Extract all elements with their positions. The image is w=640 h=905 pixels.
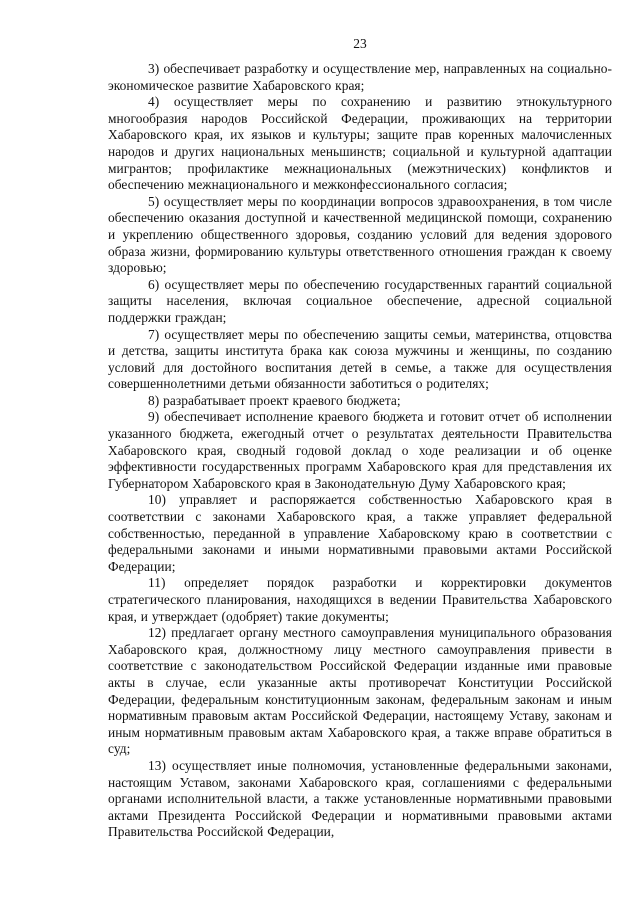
item-text: обеспечивает исполнение краевого бюджета и готовит отчет об исполнении указанного бюджета, ежегодный отчет о результатах деятельности Правительства Хабаровского края, сводный годовой доклад о ходе реализации и об оценке эффективности государственных программ Хабаровского края для представления их Губернатором Хабаровского края в Законодательную Думу Хабаровского края; [108,409,612,491]
item-number: 13) [148,757,166,773]
item-text: управляет и распоряжается собственностью Хабаровского края в соответствии с законами Хабаровского края, а также управляет федеральной собственностью, переданной в управление Хабаровскому краю в соответствии с федеральными законами и иными нормативными правовыми актами Российской Федерации; [108,492,612,574]
item-text: осуществляет меры по координации вопросов здравоохранения, в том числе обеспечению оказания доступной и качественной медицинской помощи, сохранению и укреплению общественного здоровья, созданию условий для ведения здорового образа жизни, формированию культуры ответственного отношения граждан к своему здоровью; [108,193,612,276]
page-number: 23 [353,36,367,51]
list-item-9 [108,409,612,492]
item-text: определяет порядок разработки и корректировки документов стратегического планирования, находящихся в ведении Правительства Хабаровского края, и утверждает (одобряет) такие документы; [108,575,612,624]
list-item-5 [108,194,612,277]
item-number: 7) [148,326,160,342]
list-item-11 [108,575,612,625]
list-item-10 [108,492,612,575]
item-number: 8) [148,392,160,408]
item-number: 5) [148,193,160,209]
item-number: 12) [148,625,166,641]
list-item-8 [108,393,612,410]
item-text: предлагает органу местного самоуправления муниципального образования Хабаровского края, должностному лицу местного самоуправления привести в соответствие с законодательством Российской Федерации изданные ими правовые акты в случае, если указанные акты противоречат Конституции Российской Федерации, федеральным конституционным законам, федеральным законам и иным нормативным правовым актам Российской Федерации, настоящему Уставу, законам и иным нормативным правовым актам Хабаровского края, а также вправе обратиться в суд; [108,625,612,757]
item-number: 11) [148,575,166,591]
item-text: осуществляет меры по обеспечению государственных гарантий социальной защиты населения, включая социальное обеспечение, адресной социальной поддержки граждан; [108,276,612,325]
list-item-6 [108,277,612,327]
list-item-13 [108,758,612,841]
item-text: осуществляет меры по обеспечению защиты семьи, материнства, отцовства и детства, защиты института брака как союза мужчины и женщины, по созданию условий для достойного воспитания детей в семье, а также для осуществления совершеннолетними детьми обязанности заботиться о родителях; [108,326,612,392]
list-item-12 [108,625,612,758]
item-number: 9) [148,409,160,425]
item-number: 10) [148,492,166,508]
list-item-7 [108,327,612,393]
item-number: 4) [148,94,160,110]
list-item-3 [108,61,612,94]
item-text: осуществляет меры по сохранению и развитию этнокультурного многообразия народов Российской Федерации, проживающих на территории Хабаровского края, их языков и культуры; защите прав коренных малочисленных народов и других национальных меньшинств; социальной и культурной адаптации мигрантов; профилактике межнациональных (межэтнических) конфликтов и обеспечению межнационального и межконфессионального согласия; [108,94,612,193]
item-text: обеспечивает разработку и осуществление мер, направленных на социально-экономическое развитие Хабаровского края; [108,61,612,93]
item-text: разрабатывает проект краевого бюджета; [163,392,401,408]
item-text: осуществляет иные полномочия, установленные федеральными законами, настоящим Уставом, законами Хабаровского края, соглашениями с федеральными органами исполнительной власти, а также установленные нормативными правовыми актами Президента Российской Федерации и нормативными правовыми актами Правительства Российской Федерации, [108,757,612,840]
item-number: 6) [148,276,160,292]
item-number: 3) [148,61,160,76]
list-item-4 [108,94,612,194]
